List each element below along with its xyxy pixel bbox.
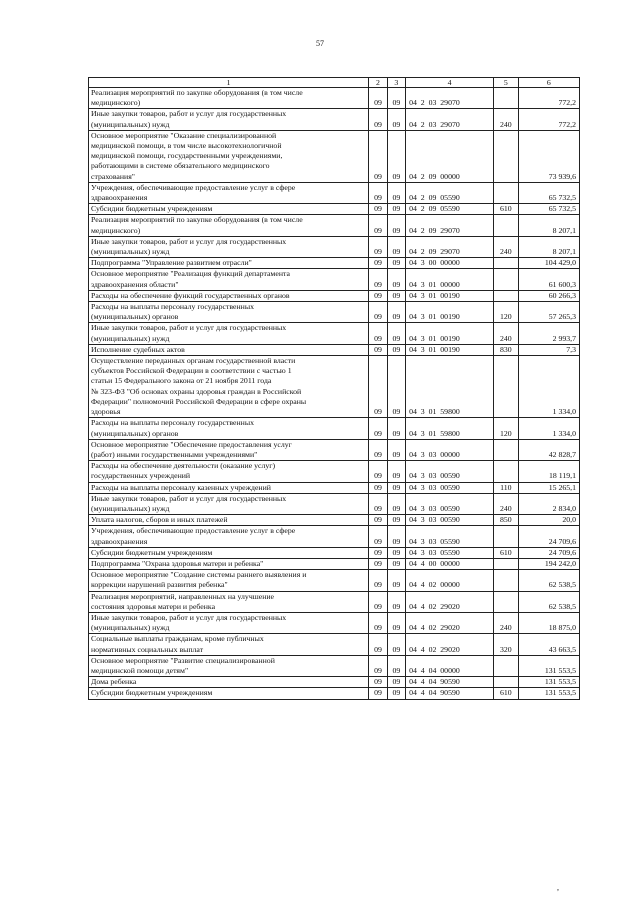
row-section-cell: 09 [369, 323, 387, 344]
row-amount-cell: 772,2 [518, 88, 579, 109]
header-cell-target-article: 4 [406, 78, 494, 88]
row-expense-type-cell [494, 677, 519, 688]
row-name-cell [89, 526, 369, 547]
row-name-cell [89, 290, 369, 301]
row-subsection-cell: 09 [387, 323, 405, 344]
row-subsection-cell: 09 [387, 439, 405, 460]
row-name-text: Субсидии бюджетным учреждениям [91, 688, 213, 698]
row-section-cell: 09 [369, 515, 387, 526]
row-name-text: Осуществление переданных органам государственной власти субъектов Российской Федерации в соответствии с частью 1 статьи 15 Федерального закона от 21 ноября 2011 года № 323-ФЗ "Об основах охраны здоровья граждан в Российской Федерации" полномочий Российской Федерации в сфере охраны здоровья [91, 356, 307, 417]
row-target-article-cell: 04 2 03 29070 [406, 109, 494, 130]
row-target-article-cell: 04 3 01 00000 [406, 269, 494, 290]
row-amount-cell: 1 334,0 [518, 356, 579, 418]
row-name-text: Иные закупки товаров, работ и услуг для государственных (муниципальных) нужд [91, 109, 287, 129]
row-expense-type-cell: 850 [494, 515, 519, 526]
row-expense-type-cell [494, 558, 519, 569]
row-name-cell [89, 258, 369, 269]
row-expense-type-cell: 110 [494, 482, 519, 493]
row-target-article-cell: 04 3 01 00190 [406, 302, 494, 323]
row-subsection-cell: 09 [387, 526, 405, 547]
row-name-cell [89, 655, 369, 676]
budget-table [88, 77, 580, 700]
table-row [89, 344, 580, 355]
row-expense-type-cell [494, 439, 519, 460]
row-name-cell [89, 109, 369, 130]
row-subsection-cell: 09 [387, 482, 405, 493]
row-subsection-cell: 09 [387, 236, 405, 257]
row-name-text: Субсидии бюджетным учреждениям [91, 204, 213, 214]
table-row [89, 418, 580, 439]
row-target-article-cell: 04 4 02 00000 [406, 570, 494, 591]
row-name-cell [89, 439, 369, 460]
row-subsection-cell: 09 [387, 109, 405, 130]
row-name-cell [89, 356, 369, 418]
row-section-cell: 09 [369, 526, 387, 547]
row-section-cell: 09 [369, 344, 387, 355]
row-section-cell: 09 [369, 482, 387, 493]
row-section-cell: 09 [369, 634, 387, 655]
row-expense-type-cell: 610 [494, 204, 519, 215]
row-section-cell: 09 [369, 591, 387, 612]
row-target-article-cell: 04 2 09 05590 [406, 182, 494, 203]
row-subsection-cell: 09 [387, 612, 405, 633]
row-name-text: Основное мероприятие "Создание системы раннего выявления и коррекции нарушений развития ребенка" [91, 570, 307, 590]
row-amount-cell: 24 709,6 [518, 526, 579, 547]
row-target-article-cell: 04 4 00 00000 [406, 558, 494, 569]
row-subsection-cell: 09 [387, 677, 405, 688]
table-row [89, 302, 580, 323]
row-target-article-cell: 04 4 04 90590 [406, 688, 494, 699]
row-target-article-cell: 04 2 09 29070 [406, 236, 494, 257]
row-section-cell: 09 [369, 461, 387, 482]
table-row [89, 290, 580, 301]
row-amount-cell: 131 553,5 [518, 688, 579, 699]
row-section-cell: 09 [369, 655, 387, 676]
row-name-text: Дома ребенка [91, 677, 137, 687]
row-subsection-cell: 09 [387, 344, 405, 355]
row-name-text: Социальные выплаты гражданам, кроме публичных нормативных социальных выплат [91, 634, 264, 654]
row-name-cell [89, 323, 369, 344]
row-amount-cell: 1 334,0 [518, 418, 579, 439]
row-section-cell: 09 [369, 418, 387, 439]
row-name-cell [89, 547, 369, 558]
row-expense-type-cell [494, 591, 519, 612]
table-row [89, 356, 580, 418]
row-expense-type-cell [494, 290, 519, 301]
table-row [89, 515, 580, 526]
row-subsection-cell: 09 [387, 570, 405, 591]
row-target-article-cell: 04 4 04 00000 [406, 655, 494, 676]
row-target-article-cell: 04 2 03 29070 [406, 88, 494, 109]
row-target-article-cell: 04 4 04 90590 [406, 677, 494, 688]
row-section-cell: 09 [369, 269, 387, 290]
row-amount-cell: 194 242,0 [518, 558, 579, 569]
row-section-cell: 09 [369, 558, 387, 569]
row-name-cell [89, 269, 369, 290]
row-name-cell [89, 215, 369, 236]
table-row [89, 634, 580, 655]
row-section-cell: 09 [369, 356, 387, 418]
row-amount-cell: 8 207,1 [518, 215, 579, 236]
row-amount-cell: 2 993,7 [518, 323, 579, 344]
table-row [89, 269, 580, 290]
row-name-cell [89, 515, 369, 526]
row-section-cell: 09 [369, 236, 387, 257]
row-target-article-cell: 04 3 03 00590 [406, 482, 494, 493]
row-expense-type-cell: 320 [494, 634, 519, 655]
row-expense-type-cell [494, 215, 519, 236]
row-amount-cell: 2 834,0 [518, 493, 579, 514]
row-name-cell [89, 344, 369, 355]
table-row [89, 204, 580, 215]
row-amount-cell: 8 207,1 [518, 236, 579, 257]
row-section-cell: 09 [369, 677, 387, 688]
row-expense-type-cell [494, 130, 519, 182]
row-amount-cell: 20,0 [518, 515, 579, 526]
header-cell-section: 2 [369, 78, 387, 88]
row-target-article-cell: 04 3 01 00190 [406, 323, 494, 344]
row-target-article-cell: 04 3 03 00590 [406, 515, 494, 526]
row-expense-type-cell [494, 526, 519, 547]
row-subsection-cell: 09 [387, 88, 405, 109]
row-target-article-cell: 04 3 03 00000 [406, 439, 494, 460]
row-subsection-cell: 09 [387, 269, 405, 290]
table-row [89, 130, 580, 182]
row-amount-cell: 61 600,3 [518, 269, 579, 290]
row-amount-cell: 18 875,0 [518, 612, 579, 633]
row-target-article-cell: 04 3 01 59800 [406, 356, 494, 418]
table-row [89, 570, 580, 591]
row-subsection-cell: 09 [387, 591, 405, 612]
row-expense-type-cell: 120 [494, 418, 519, 439]
row-name-cell [89, 302, 369, 323]
table-row [89, 655, 580, 676]
row-subsection-cell: 09 [387, 515, 405, 526]
row-expense-type-cell: 240 [494, 109, 519, 130]
row-section-cell: 09 [369, 547, 387, 558]
row-section-cell: 09 [369, 88, 387, 109]
table-row [89, 677, 580, 688]
row-expense-type-cell: 240 [494, 493, 519, 514]
table-row [89, 439, 580, 460]
row-name-cell [89, 88, 369, 109]
row-name-text: Исполнение судебных актов [91, 344, 185, 354]
row-section-cell: 09 [369, 204, 387, 215]
row-amount-cell: 7,3 [518, 344, 579, 355]
header-cell-amount: 6 [518, 78, 579, 88]
row-amount-cell: 73 939,6 [518, 130, 579, 182]
page-number: 57 [316, 39, 324, 48]
row-amount-cell: 42 828,7 [518, 439, 579, 460]
row-name-text: Расходы на выплаты персоналу казенных учреждений [91, 482, 271, 492]
header-cell-name: 1 [89, 78, 369, 88]
table-row [89, 215, 580, 236]
row-section-cell: 09 [369, 130, 387, 182]
row-subsection-cell: 09 [387, 130, 405, 182]
row-name-text: Реализация мероприятий, направленных на улучшение состояния здоровья матери и ребенка [91, 591, 275, 611]
row-amount-cell: 131 553,5 [518, 655, 579, 676]
header-cell-subsection: 3 [387, 78, 405, 88]
row-amount-cell: 104 429,0 [518, 258, 579, 269]
row-name-cell [89, 418, 369, 439]
row-subsection-cell: 09 [387, 290, 405, 301]
row-name-cell [89, 130, 369, 182]
row-target-article-cell: 04 2 09 29070 [406, 215, 494, 236]
row-subsection-cell: 09 [387, 258, 405, 269]
row-name-text: Расходы на обеспечение функций государственных органов [91, 290, 290, 300]
row-expense-type-cell: 830 [494, 344, 519, 355]
row-expense-type-cell: 240 [494, 323, 519, 344]
row-name-cell [89, 558, 369, 569]
row-subsection-cell: 09 [387, 493, 405, 514]
row-expense-type-cell [494, 655, 519, 676]
row-amount-cell: 131 553,5 [518, 677, 579, 688]
row-name-text: Расходы на обеспечение деятельности (оказание услуг) государственных учреждений [91, 461, 276, 481]
corner-mark: , [557, 883, 559, 892]
row-expense-type-cell [494, 269, 519, 290]
row-section-cell: 09 [369, 302, 387, 323]
row-name-cell [89, 236, 369, 257]
row-target-article-cell: 04 3 03 00590 [406, 493, 494, 514]
table-row [89, 258, 580, 269]
row-subsection-cell: 09 [387, 461, 405, 482]
row-amount-cell: 62 538,5 [518, 570, 579, 591]
table-row [89, 526, 580, 547]
table-row [89, 688, 580, 699]
row-subsection-cell: 09 [387, 302, 405, 323]
table-row [89, 236, 580, 257]
row-expense-type-cell [494, 258, 519, 269]
row-name-text: Основное мероприятие "Развитие специализированной медицинской помощи детям" [91, 655, 275, 675]
row-expense-type-cell: 240 [494, 612, 519, 633]
table-row [89, 88, 580, 109]
row-name-cell [89, 591, 369, 612]
row-subsection-cell: 09 [387, 688, 405, 699]
row-subsection-cell: 09 [387, 558, 405, 569]
row-subsection-cell: 09 [387, 547, 405, 558]
table-row [89, 482, 580, 493]
row-subsection-cell: 09 [387, 182, 405, 203]
row-expense-type-cell [494, 356, 519, 418]
row-name-text: Иные закупки товаров, работ и услуг для государственных (муниципальных) нужд [91, 612, 287, 633]
row-name-text: Подпрограмма "Охрана здоровья матери и ребенка" [91, 558, 264, 568]
row-name-text: Расходы на выплаты персоналу государственных (муниципальных) органов [91, 418, 254, 438]
row-name-cell [89, 461, 369, 482]
row-target-article-cell: 04 3 03 05590 [406, 547, 494, 558]
row-name-text: Расходы на выплаты персоналу государственных (муниципальных) органов [91, 302, 254, 322]
row-section-cell: 09 [369, 215, 387, 236]
row-amount-cell: 60 266,3 [518, 290, 579, 301]
row-name-cell [89, 482, 369, 493]
header-cell-expense-type: 5 [494, 78, 519, 88]
row-name-text: Подпрограмма "Управление развитием отрасли" [91, 258, 252, 268]
row-target-article-cell: 04 3 01 00190 [406, 344, 494, 355]
row-expense-type-cell: 240 [494, 236, 519, 257]
row-name-cell [89, 688, 369, 699]
row-amount-cell: 43 663,5 [518, 634, 579, 655]
row-amount-cell: 24 709,6 [518, 547, 579, 558]
row-name-text: Учреждения, обеспечивающие предоставление услуг в сфере здравоохранения [91, 182, 296, 203]
row-subsection-cell: 09 [387, 356, 405, 418]
row-section-cell: 09 [369, 493, 387, 514]
row-name-cell [89, 493, 369, 514]
row-expense-type-cell [494, 182, 519, 203]
row-section-cell: 09 [369, 109, 387, 130]
table-row [89, 612, 580, 633]
row-expense-type-cell [494, 461, 519, 482]
row-expense-type-cell: 610 [494, 547, 519, 558]
row-name-text: Субсидии бюджетным учреждениям [91, 547, 213, 557]
row-name-text: Реализация мероприятий по закупке оборудования (в том числе медицинского) [91, 88, 303, 108]
row-name-text: Иные закупки товаров, работ и услуг для государственных (муниципальных) нужд [91, 493, 287, 513]
row-name-text: Реализация мероприятий по закупке оборудования (в том числе медицинского) [91, 215, 303, 235]
row-name-cell [89, 677, 369, 688]
row-section-cell: 09 [369, 612, 387, 633]
row-name-text: Иные закупки товаров, работ и услуг для государственных (муниципальных) нужд [91, 236, 287, 257]
table-row [89, 323, 580, 344]
row-name-text: Основное мероприятие "Оказание специализированной медицинской помощи, в том числе высокотехнологичной медицинской помощи, государственными учреждениями, работающими в системе обязательного медицинского страхования" [91, 130, 283, 181]
table-row [89, 493, 580, 514]
row-subsection-cell: 09 [387, 655, 405, 676]
table-row [89, 461, 580, 482]
row-subsection-cell: 09 [387, 634, 405, 655]
row-expense-type-cell [494, 570, 519, 591]
table-row [89, 591, 580, 612]
row-target-article-cell: 04 3 03 05590 [406, 526, 494, 547]
row-amount-cell: 62 538,5 [518, 591, 579, 612]
row-name-cell [89, 182, 369, 203]
row-subsection-cell: 09 [387, 418, 405, 439]
row-expense-type-cell [494, 88, 519, 109]
row-target-article-cell: 04 2 09 05590 [406, 204, 494, 215]
row-name-text: Иные закупки товаров, работ и услуг для государственных (муниципальных) нужд [91, 323, 287, 343]
row-amount-cell: 57 265,3 [518, 302, 579, 323]
row-section-cell: 09 [369, 688, 387, 699]
row-target-article-cell: 04 4 02 29020 [406, 634, 494, 655]
row-expense-type-cell: 120 [494, 302, 519, 323]
row-target-article-cell: 04 3 03 00590 [406, 461, 494, 482]
row-name-cell [89, 570, 369, 591]
row-section-cell: 09 [369, 290, 387, 301]
table-row [89, 558, 580, 569]
row-name-text: Основное мероприятие "Реализация функций департамента здравоохранения области" [91, 269, 290, 289]
row-section-cell: 09 [369, 570, 387, 591]
row-name-cell [89, 634, 369, 655]
table-row [89, 182, 580, 203]
row-section-cell: 09 [369, 182, 387, 203]
row-name-text: Основное мероприятие "Обеспечение предоставления услуг (работ) иными государственными учреждениями" [91, 439, 292, 459]
table-body [89, 88, 580, 700]
row-target-article-cell: 04 4 02 29020 [406, 612, 494, 633]
row-subsection-cell: 09 [387, 204, 405, 215]
row-target-article-cell: 04 3 00 00000 [406, 258, 494, 269]
row-section-cell: 09 [369, 439, 387, 460]
row-expense-type-cell: 610 [494, 688, 519, 699]
row-name-cell [89, 204, 369, 215]
row-section-cell: 09 [369, 258, 387, 269]
row-target-article-cell: 04 3 01 00190 [406, 290, 494, 301]
table-header-row [89, 78, 580, 88]
row-amount-cell: 772,2 [518, 109, 579, 130]
row-amount-cell: 65 732,5 [518, 204, 579, 215]
row-amount-cell: 15 265,1 [518, 482, 579, 493]
row-subsection-cell: 09 [387, 215, 405, 236]
row-name-text: Уплата налогов, сборов и иных платежей [91, 515, 228, 525]
row-amount-cell: 18 119,1 [518, 461, 579, 482]
table-row [89, 109, 580, 130]
row-name-text: Учреждения, обеспечивающие предоставление услуг в сфере здравоохранения [91, 526, 296, 546]
row-target-article-cell: 04 2 09 00000 [406, 130, 494, 182]
row-name-cell [89, 612, 369, 633]
table-row [89, 547, 580, 558]
row-amount-cell: 65 732,5 [518, 182, 579, 203]
row-target-article-cell: 04 4 02 29020 [406, 591, 494, 612]
row-target-article-cell: 04 3 01 59800 [406, 418, 494, 439]
